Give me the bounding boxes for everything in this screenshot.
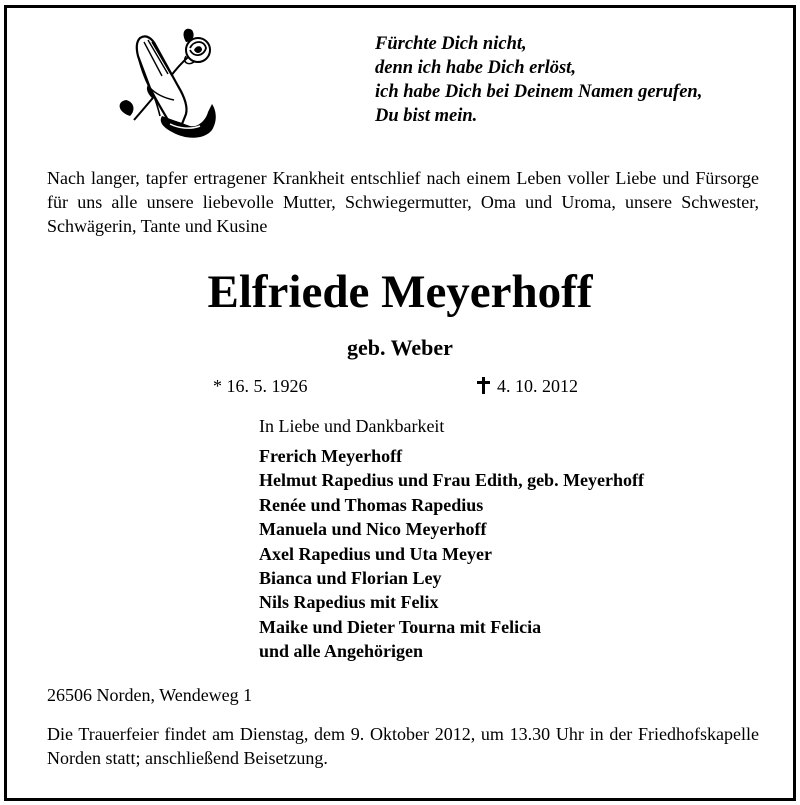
mourner-item: Manuela und Nico Meyerhoff — [259, 519, 487, 540]
cross-icon — [477, 377, 490, 394]
mourner-item: und alle Angehörigen — [259, 641, 424, 662]
intro-text: Nach langer, tapfer ertragener Krankheit entschlief nach einem Leben voller Liebe und Fürsorge für uns alle unsere liebevolle Mutter, Schwiegermutter, Oma und Uroma, unsere Schwester, Schwägerin, Tante und Kusine — [47, 168, 759, 236]
death-date-line — [477, 374, 578, 398]
funeral-info: Die Trauerfeier findet am Dienstag, dem 9. Oktober 2012, um 13.30 Uhr in der Friedhofskapelle Norden statt; anschließend Beisetzung. — [47, 724, 759, 768]
mourners-list — [259, 444, 644, 664]
obituary-notice — [4, 5, 796, 801]
mourner-item: Frerich Meyerhoff — [259, 446, 403, 466]
mourner-item: Axel Rapedius und Uta Meyer — [259, 543, 492, 564]
mourner-item: Nils Rapedius mit Felix — [259, 592, 439, 613]
deceased-name: Elfriede Meyerhoff — [207, 266, 593, 318]
mourners-intro: In Liebe und Dankbarkeit — [259, 416, 445, 436]
bible-verse — [375, 32, 702, 128]
verse-line: denn ich habe Dich erlöst, — [375, 58, 576, 78]
maiden-name: geb. Weber — [347, 335, 453, 360]
mourner-item: Maike und Dieter Tourna mit Felicia — [259, 616, 542, 637]
death-date: 4. 10. 2012 — [497, 376, 578, 396]
praying-hands-with-rose-icon — [112, 20, 222, 142]
birth-date: * 16. 5. 1926 — [213, 376, 308, 396]
verse-line: Du bist mein. — [375, 106, 478, 126]
verse-line: ich habe Dich bei Deinem Namen gerufen, — [375, 82, 703, 102]
verse-line: Fürchte Dich nicht, — [375, 34, 527, 54]
mourner-item: Helmut Rapedius und Frau Edith, geb. Meyerhoff — [259, 470, 645, 491]
mourner-item: Renée und Thomas Rapedius — [259, 494, 484, 515]
mourner-item: Bianca und Florian Ley — [259, 568, 442, 589]
address: 26506 Norden, Wendeweg 1 — [47, 685, 253, 705]
